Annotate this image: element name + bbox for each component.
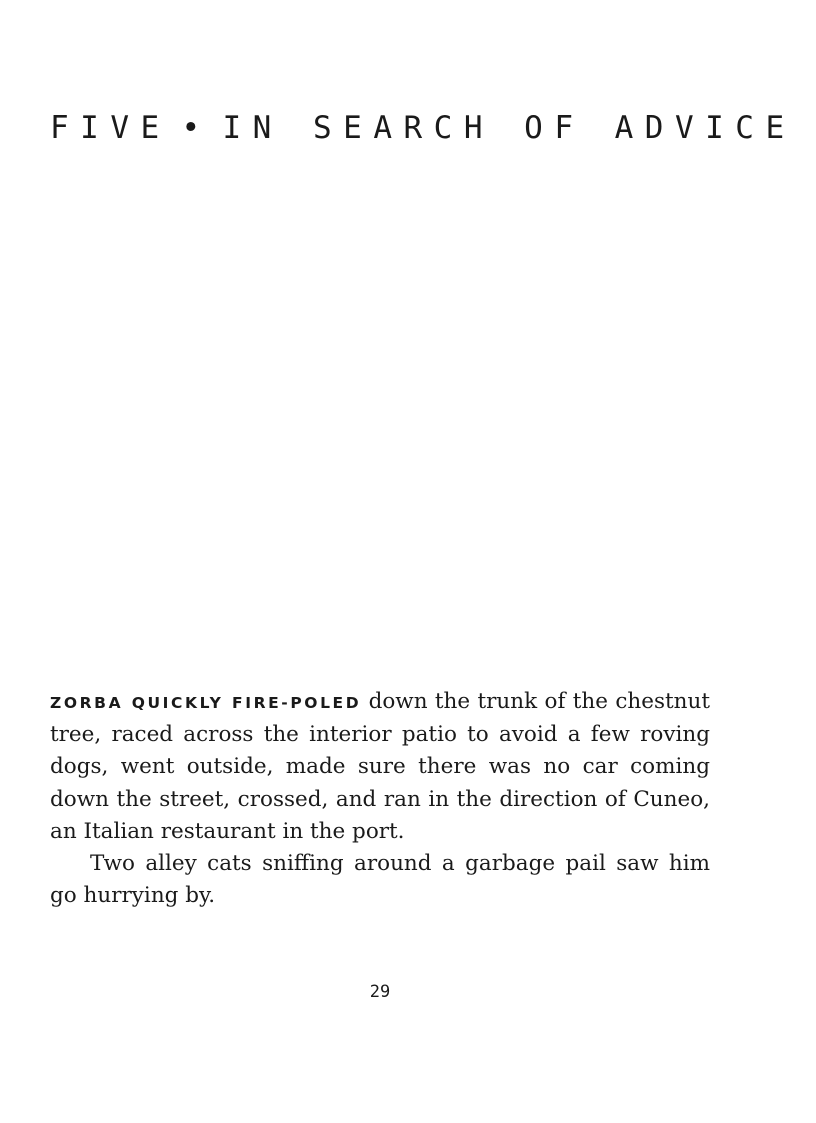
- chapter-title: IN SEARCH OF ADVICE: [222, 110, 796, 146]
- chapter-body: [50, 686, 710, 912]
- chapter-number: FIVE: [50, 110, 171, 146]
- page-number: 29: [369, 982, 391, 1002]
- chapter-heading: [50, 108, 796, 148]
- paragraph: Two alley cats sniffing around a garbage pail saw him go hurrying by.: [50, 851, 710, 909]
- paragraph-text: down the trunk of the chestnut tree, raced across the interior patio to avoid a few roving dogs, went outside, made sure there was no car coming down the street, crossed, and ran in the direction of Cuneo, an Italian restaurant in the port.: [50, 689, 710, 844]
- paragraph: [50, 686, 710, 848]
- chapter-separator: •: [181, 110, 212, 146]
- paragraph-lead-in: ZORBA QUICKLY FIRE-POLED: [50, 694, 362, 712]
